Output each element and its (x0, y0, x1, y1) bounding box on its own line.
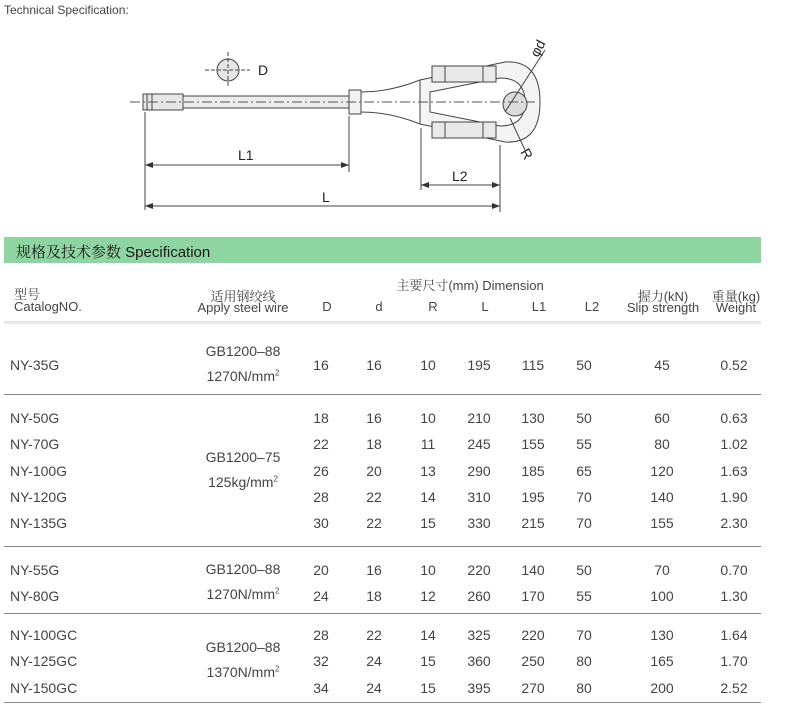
cell-model: NY-35G (10, 357, 60, 373)
cell-model: NY-50G (10, 410, 60, 426)
cell-L1: 170 (521, 588, 545, 605)
cell-slip: 140 (650, 488, 674, 505)
cell-D: 34 (313, 679, 329, 696)
cell-model: NY-100G (10, 462, 68, 479)
cell-L1: 140 (521, 562, 545, 578)
cell-d: 20 (366, 462, 382, 479)
cell-L: 210 (467, 410, 491, 426)
cell-L2: 55 (576, 588, 592, 605)
cell-L2: 65 (576, 462, 592, 479)
cell-slip: 70 (654, 562, 670, 578)
header-catalog-cn: 型号 (14, 287, 41, 302)
cell-L2: 55 (576, 436, 592, 453)
cell-L: 195 (467, 357, 491, 373)
group-separator (4, 613, 761, 614)
cell-L1: 195 (521, 488, 545, 505)
wire-spec-line2: $1270N/mm^2$ (206, 368, 280, 384)
cell-model: NY-100GC (10, 627, 78, 643)
cell-R: 11 (420, 436, 436, 453)
specification-header-bar (4, 237, 761, 263)
cell-weight: 1.63 (720, 462, 748, 479)
cell-d: 18 (366, 588, 382, 605)
cell-L1: 220 (521, 627, 545, 643)
cell-R: 10 (420, 357, 436, 373)
label-L: L (322, 189, 330, 205)
cell-L: 260 (467, 588, 491, 605)
cell-d: 16 (366, 562, 382, 578)
cell-R: 15 (420, 515, 436, 532)
cell-weight: 0.52 (720, 357, 748, 373)
cell-R: 12 (420, 588, 436, 605)
cell-L1: 155 (521, 436, 545, 453)
technical-drawing (0, 0, 790, 235)
cell-d: 24 (366, 679, 382, 696)
cell-slip: 100 (650, 588, 674, 605)
cell-L2: 80 (576, 679, 592, 696)
cell-slip: 130 (650, 627, 674, 643)
group-separator (4, 394, 761, 395)
cell-R: 15 (420, 653, 436, 670)
wire-spec-line1: GB1200–88 (205, 561, 281, 578)
cell-model: NY-120G (10, 488, 68, 505)
cell-L1: 185 (521, 462, 545, 479)
header-slip-cn: 握力(kN) (637, 289, 689, 304)
cell-L1: 115 (521, 357, 545, 373)
cell-L1: 250 (521, 653, 545, 670)
cell-d: 18 (366, 436, 382, 453)
cell-weight: 2.52 (720, 679, 748, 696)
cell-L: 290 (467, 462, 491, 479)
cell-L1: 215 (521, 515, 545, 532)
header-L1: L1 (531, 299, 547, 314)
cell-D: 22 (313, 436, 329, 453)
header-wire-cn: 适用钢绞线 (210, 289, 276, 304)
cell-D: 30 (313, 515, 329, 532)
page-title: Technical Specification: (4, 3, 129, 17)
cell-L1: 270 (521, 679, 545, 696)
cell-slip: 200 (650, 679, 674, 696)
cell-R: 15 (420, 679, 436, 696)
header-catalog-en: CatalogNO. (14, 299, 82, 314)
header-R: R (428, 299, 438, 314)
cell-L1: 130 (521, 410, 545, 426)
cell-model: NY-80G (10, 588, 60, 605)
cell-R: 14 (420, 488, 436, 505)
cell-R: 13 (420, 462, 436, 479)
wire-spec-line1: GB1200–88 (205, 639, 281, 656)
label-R: R (517, 145, 537, 163)
cell-R: 10 (420, 410, 436, 426)
cell-L2: 80 (576, 653, 592, 670)
cell-D: 28 (313, 488, 329, 505)
cell-model: NY-150GC (10, 679, 78, 696)
wire-spec-line1: GB1200–75 (205, 448, 281, 465)
label-phi-d: φd (526, 36, 549, 60)
cell-d: 22 (366, 515, 382, 532)
header-L: L (481, 299, 489, 314)
cell-weight: 1.70 (720, 653, 748, 670)
cell-weight: 1.30 (720, 588, 748, 605)
cell-L2: 50 (576, 562, 592, 578)
cell-L2: 50 (576, 410, 592, 426)
cell-L: 310 (467, 488, 491, 505)
cell-R: 10 (420, 562, 436, 578)
cell-d: 16 (366, 357, 382, 373)
cell-weight: 2.30 (720, 515, 748, 532)
cell-model: NY-135G (10, 515, 68, 532)
header-weight-cn: 重量(kg) (711, 289, 761, 304)
wire-spec-line1: GB1200–88 (205, 343, 281, 359)
cell-model: NY-125GC (10, 653, 78, 670)
cell-L2: 70 (576, 515, 592, 532)
cell-L: 220 (467, 562, 491, 578)
wire-spec-line2: $1370N/mm^2$ (206, 664, 280, 681)
cell-slip: 80 (654, 436, 670, 453)
cell-model: NY-70G (10, 436, 60, 453)
cell-slip: 60 (654, 410, 670, 426)
cell-D: 24 (313, 588, 329, 605)
cell-slip: 45 (654, 357, 670, 373)
header-D: D (322, 299, 332, 314)
header-weight-en: Weight (715, 300, 757, 315)
header-wire-en: Apply steel wire (197, 300, 289, 315)
group-separator (4, 546, 761, 547)
cell-D: 32 (313, 653, 329, 670)
specification-title: 规格及技术参数 Specification (16, 244, 211, 261)
cell-d: 16 (366, 410, 382, 426)
cell-slip: 120 (650, 462, 674, 479)
cell-R: 14 (420, 627, 436, 643)
cell-d: 24 (366, 653, 382, 670)
cell-L: 330 (467, 515, 491, 532)
cell-weight: 1.02 (720, 436, 748, 453)
header-dimension: 主要尺寸(mm) Dimension (396, 278, 544, 293)
cell-d: 22 (366, 488, 382, 505)
cell-weight: 0.70 (720, 562, 748, 578)
cell-L: 245 (467, 436, 491, 453)
label-L2: L2 (452, 168, 468, 184)
cell-D: 20 (313, 562, 329, 578)
cell-weight: 0.63 (720, 410, 748, 426)
cell-D: 26 (313, 462, 329, 479)
group-separator (4, 702, 761, 703)
cell-L2: 70 (576, 627, 592, 643)
wire-spec-line2: $1270N/mm^2$ (206, 586, 280, 603)
label-D: D (258, 62, 269, 78)
cell-L: 395 (467, 679, 491, 696)
cell-L2: 50 (576, 357, 592, 373)
header-L2: L2 (584, 299, 600, 314)
cell-L: 360 (467, 653, 491, 670)
cell-L2: 70 (576, 488, 592, 505)
cell-d: 22 (366, 627, 382, 643)
cell-slip: 155 (650, 515, 674, 532)
cell-D: 16 (313, 357, 329, 373)
cell-D: 18 (313, 410, 329, 426)
header-d: d (375, 299, 383, 314)
label-L1: L1 (238, 147, 254, 163)
cell-slip: 165 (650, 653, 674, 670)
cell-L: 325 (467, 627, 491, 643)
cell-weight: 1.90 (720, 488, 748, 505)
cell-model: NY-55G (10, 562, 60, 578)
cell-D: 28 (313, 627, 329, 643)
wire-spec-line2: $125kg/mm^2$ (208, 473, 278, 490)
header-slip-en: Slip strength (626, 300, 700, 315)
header-underline (4, 321, 761, 324)
cell-weight: 1.64 (720, 627, 748, 643)
